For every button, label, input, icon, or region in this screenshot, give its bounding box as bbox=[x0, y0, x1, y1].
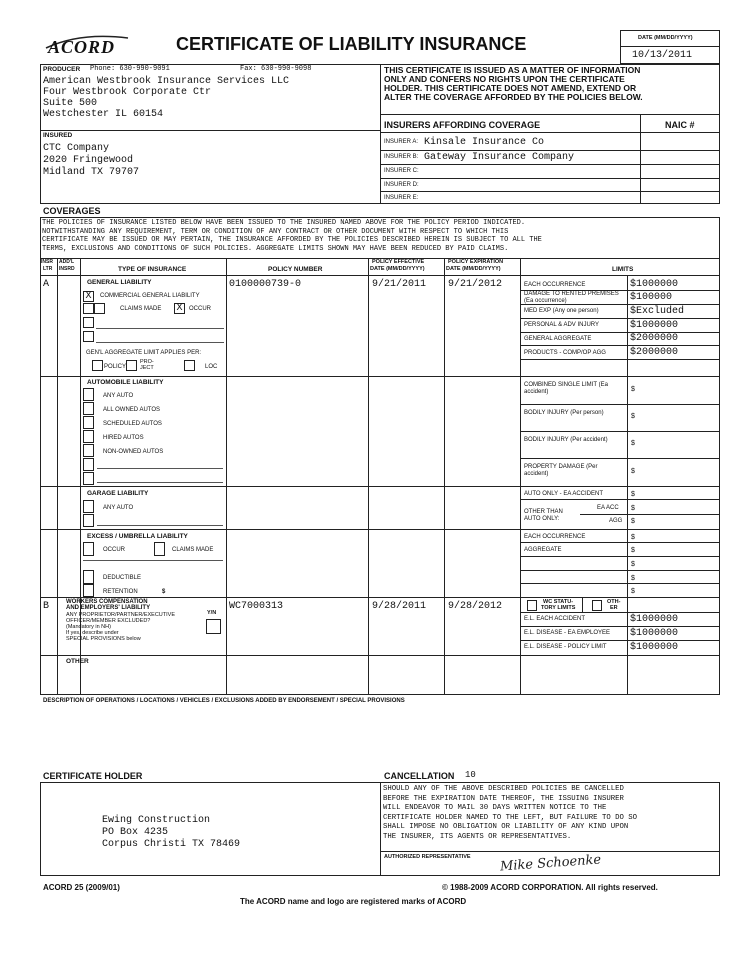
gl-blank-checkbox[interactable] bbox=[83, 303, 94, 314]
col-insr: INSR bbox=[41, 259, 53, 265]
insurer-e-label: INSURER E: bbox=[384, 195, 419, 201]
wc-policy-number: WC7000313 bbox=[229, 601, 284, 612]
auto-item: HIRED AUTOS bbox=[103, 435, 144, 441]
commercial-gl-label: COMMERCIAL GENERAL LIABILITY bbox=[100, 293, 200, 299]
wc-limit-value: $1000000 bbox=[630, 628, 679, 639]
cancellation-line: BEFORE THE EXPIRATION DATE THEREOF, THE ISSUING INSURER bbox=[383, 794, 624, 803]
auto-limit-label: PROPERTY DAMAGE (Per accident) bbox=[524, 464, 598, 477]
limit-label: GENERAL AGGREGATE bbox=[524, 336, 592, 342]
garage-auto-only: AUTO ONLY - EA ACCIDENT bbox=[524, 491, 604, 497]
claims-made-label: CLAIMS MADE bbox=[120, 306, 162, 312]
limit-label: PERSONAL & ADV INJURY bbox=[524, 322, 600, 328]
col-eff: POLICY EFFECTIVE bbox=[372, 259, 425, 265]
limit-label: DAMAGE TO RENTED PREMISES (Ea occurrence) bbox=[524, 291, 619, 304]
auto-limit-value: $ bbox=[631, 413, 635, 420]
auto-extra-checkbox[interactable] bbox=[83, 472, 94, 485]
cancellation-line: THE INSURER, ITS AGENTS OR REPRESENTATIVES. bbox=[383, 832, 572, 841]
project-label: PRO- bbox=[140, 359, 154, 365]
wc-statu-checkbox[interactable] bbox=[527, 600, 537, 611]
producer-line: American Westbrook Insurance Services LLC bbox=[43, 76, 290, 87]
col-type: TYPE OF INSURANCE bbox=[118, 266, 187, 273]
auto-limit-label: BODILY INJURY (Per accident) bbox=[524, 437, 608, 443]
coverages-text bbox=[42, 219, 720, 253]
col-exp2: DATE (MM/DD/YYYY) bbox=[446, 266, 501, 272]
garage-ea-acc: EA ACC bbox=[597, 505, 619, 511]
wc-limit-label: E.L. DISEASE - POLICY LIMIT bbox=[524, 644, 607, 650]
deductible-checkbox[interactable] bbox=[83, 570, 94, 584]
excess-occur: OCCUR bbox=[103, 547, 125, 553]
insurers-heading: INSURERS AFFORDING COVERAGE bbox=[384, 120, 541, 130]
col-limits: LIMITS bbox=[612, 266, 634, 273]
producer-line: Suite 500 bbox=[43, 98, 98, 109]
wc-oth-checkbox[interactable] bbox=[592, 600, 602, 611]
limit-value: $2000000 bbox=[630, 347, 679, 358]
producer-phone: Phone: 630-990-9091 bbox=[90, 65, 170, 73]
garage-extra-checkbox[interactable] bbox=[83, 514, 94, 527]
trademark: The ACORD name and logo are registered marks of ACORD bbox=[240, 897, 467, 906]
insurer-d-label: INSURER D: bbox=[384, 182, 419, 188]
garage-any-auto-checkbox[interactable] bbox=[83, 500, 94, 513]
excess-each-occurrence: EACH OCCURRENCE bbox=[524, 534, 586, 540]
excess-dollar: $ bbox=[631, 575, 635, 582]
excess-claims-made: CLAIMS MADE bbox=[172, 547, 214, 553]
gen-aggregate-applies: GEN'L AGGREGATE LIMIT APPLIES PER: bbox=[86, 350, 202, 356]
auto-limit-value: $ bbox=[631, 468, 635, 475]
signature: Mike Schoenke bbox=[499, 852, 602, 875]
wc-yn: Y/N bbox=[207, 610, 217, 616]
garage-dollar: $ bbox=[631, 518, 635, 525]
auto-limit-value: $ bbox=[631, 386, 635, 393]
notice-line: THIS CERTIFICATE IS ISSUED AS A MATTER OF INFORMATION bbox=[384, 65, 641, 75]
limit-value: $1000000 bbox=[630, 320, 679, 331]
wc-tory-limits: TORY LIMITS bbox=[541, 605, 576, 611]
wc-statu: WC STATU- bbox=[543, 599, 574, 605]
garage-auto-only-2: AUTO ONLY: bbox=[524, 516, 560, 522]
coverages-line: THE POLICIES OF INSURANCE LISTED BELOW HAVE BEEN ISSUED TO THE INSURED NAMED ABOVE FOR THE POLICY PERIOD INDICATED. bbox=[42, 219, 526, 227]
wc-title-2: AND EMPLOYERS' LIABILITY bbox=[66, 605, 151, 611]
gl-policy-number: 0100000739-0 bbox=[229, 279, 302, 290]
occur-label: OCCUR bbox=[189, 306, 211, 312]
occur-checkbox[interactable]: X bbox=[174, 303, 185, 314]
producer-fax: Fax: 630-990-9098 bbox=[240, 65, 312, 73]
other-label: OTHER bbox=[66, 658, 89, 665]
excess-occur-checkbox[interactable] bbox=[83, 542, 94, 556]
cancellation-label: CANCELLATION bbox=[384, 771, 455, 781]
wc-limit-value: $1000000 bbox=[630, 642, 679, 653]
producer-line: Westchester IL 60154 bbox=[43, 109, 164, 120]
retention-checkbox[interactable] bbox=[83, 584, 94, 597]
limit-value: $100000 bbox=[630, 292, 673, 303]
excess-dollar: $ bbox=[631, 534, 635, 541]
excess-title: EXCESS / UMBRELLA LIABILITY bbox=[87, 533, 188, 540]
all-owned-checkbox[interactable] bbox=[83, 402, 94, 415]
garage-agg: AGG bbox=[609, 518, 623, 524]
garage-dollar: $ bbox=[631, 505, 635, 512]
excess-dollar: $ bbox=[631, 588, 635, 595]
wc-oth: OTH- bbox=[607, 599, 621, 605]
insured-line: 2020 Fringewood bbox=[43, 155, 134, 166]
auto-title: AUTOMOBILE LIABILITY bbox=[87, 379, 164, 386]
excess-dollar: $ bbox=[631, 561, 635, 568]
producer-line: Four Westbrook Corporate Ctr bbox=[43, 87, 212, 98]
col-exp: POLICY EXPIRATION bbox=[448, 259, 504, 265]
gl-extra-checkbox[interactable] bbox=[83, 331, 94, 342]
retention-dollar: $ bbox=[162, 589, 166, 595]
garage-title: GARAGE LIABILITY bbox=[87, 490, 149, 497]
cancellation-text bbox=[383, 785, 719, 842]
project-checkbox[interactable] bbox=[126, 360, 137, 371]
auto-item: ANY AUTO bbox=[103, 393, 134, 399]
copyright: © 1988-2009 ACORD CORPORATION. All rights reserved. bbox=[442, 883, 658, 892]
limit-value: $2000000 bbox=[630, 333, 679, 344]
claims-made-checkbox[interactable] bbox=[94, 303, 105, 314]
coverages-line: TERMS, EXCLUSIONS AND CONDITIONS OF SUCH POLICIES. AGGREGATE LIMITS SHOWN MAY HAVE BEEN REDUCED BY PAID CLAIMS. bbox=[42, 244, 509, 253]
excess-dollar: $ bbox=[631, 547, 635, 554]
policy-checkbox[interactable] bbox=[92, 360, 103, 371]
limit-value: $Excluded bbox=[630, 306, 685, 317]
auto-limit-label: COMBINED SINGLE LIMIT (Ea accident) bbox=[524, 382, 608, 395]
loc-checkbox[interactable] bbox=[184, 360, 195, 371]
insured-line: Midland TX 79707 bbox=[43, 167, 140, 178]
coverages-line: CERTIFICATE MAY BE ISSUED OR MAY PERTAIN, THE INSURANCE AFFORDED BY THE POLICIES DESCRIBED HEREIN IS SUBJECT TO ALL THE bbox=[42, 236, 542, 245]
scheduled-checkbox[interactable] bbox=[83, 416, 94, 429]
auto-item: ALL OWNED AUTOS bbox=[103, 407, 161, 413]
form-number: ACORD 25 (2009/01) bbox=[43, 883, 120, 892]
wc-exp-date: 9/28/2012 bbox=[448, 601, 503, 612]
hired-checkbox[interactable] bbox=[83, 430, 94, 443]
page-title: CERTIFICATE OF LIABILITY INSURANCE bbox=[176, 34, 527, 54]
logo-text: ACORD bbox=[48, 37, 116, 57]
wc-title: WORKERS COMPENSATION bbox=[66, 599, 148, 605]
insurer-c-label: INSURER C: bbox=[384, 168, 419, 174]
holder-line: Ewing Construction bbox=[102, 815, 211, 826]
auto-limit-label: BODILY INJURY (Per person) bbox=[524, 410, 604, 416]
auth-rep-label: AUTHORIZED REPRESENTATIVE bbox=[384, 854, 471, 860]
holder-line: Corpus Christi TX 78469 bbox=[102, 839, 241, 850]
garage-other-than: OTHER THAN bbox=[524, 509, 563, 515]
insurer-a-label: INSURER A: bbox=[384, 139, 419, 145]
cancellation-line: WILL ENDEAVOR TO MAIL 30 DAYS WRITTEN NOTICE TO THE bbox=[383, 804, 607, 812]
policy-label: POLICY bbox=[104, 364, 127, 370]
garage-dollar: $ bbox=[631, 491, 635, 498]
auto-extra-checkbox[interactable] bbox=[83, 458, 94, 471]
insurer-a-name: Kinsale Insurance Co bbox=[424, 137, 545, 148]
wc-excluded-checkbox[interactable] bbox=[206, 619, 221, 634]
wc-q-line: If yes, describe under bbox=[66, 630, 119, 636]
gl-extra-checkbox[interactable] bbox=[83, 317, 94, 328]
col-insrd: INSRD bbox=[59, 266, 75, 272]
gl-exp-date: 9/21/2012 bbox=[448, 279, 503, 290]
garage-any-auto: ANY AUTO bbox=[103, 505, 134, 511]
limit-label: EACH OCCURRENCE bbox=[524, 282, 586, 288]
col-eff2: DATE (MM/DD/YYYY) bbox=[370, 266, 425, 272]
wc-eff-date: 9/28/2011 bbox=[372, 601, 427, 612]
wc-q-line: (Mandatory in NH) bbox=[66, 624, 111, 630]
producer-label: PRODUCER bbox=[43, 66, 81, 73]
insurer-b-name: Gateway Insurance Company bbox=[424, 152, 575, 163]
loc-label: LOC bbox=[205, 364, 218, 370]
wc-q-line: ANY PROPRIETOR/PARTNER/EXECUTIVE bbox=[66, 612, 176, 618]
cancellation-days: 10 bbox=[465, 770, 476, 780]
description-label: DESCRIPTION OF OPERATIONS / LOCATIONS / VEHICLES / EXCLUSIONS ADDED BY ENDORSEMENT / SPECIAL PROVISIONS bbox=[43, 698, 405, 704]
wc-er: ER bbox=[610, 605, 618, 611]
notice-line: HOLDER. THIS CERTIFICATE DOES NOT AMEND, EXTEND OR bbox=[384, 83, 637, 93]
cancellation-line: SHOULD ANY OF THE ABOVE DESCRIBED POLICIES BE CANCELLED bbox=[383, 785, 624, 793]
gl-ltr: A bbox=[43, 279, 50, 290]
gl-title: GENERAL LIABILITY bbox=[87, 279, 152, 286]
cancellation-line: SHALL IMPOSE NO OBLIGATION OR LIABILITY OF ANY KIND UPON bbox=[383, 823, 629, 831]
col-add: ADD'L bbox=[59, 259, 75, 265]
holder-line: PO Box 4235 bbox=[102, 827, 169, 838]
holder-label: CERTIFICATE HOLDER bbox=[43, 771, 143, 781]
auto-limit-value: $ bbox=[631, 440, 635, 447]
naic-label: NAIC # bbox=[665, 120, 695, 130]
limit-label: PRODUCTS - COMP/OP AGG bbox=[524, 350, 606, 356]
notice-line: ALTER THE COVERAGE AFFORDED BY THE POLICIES BELOW. bbox=[384, 92, 643, 102]
auto-item: NON-OWNED AUTOS bbox=[103, 449, 164, 455]
wc-ltr: B bbox=[43, 601, 50, 612]
acord-logo bbox=[40, 30, 132, 60]
limit-label: MED EXP (Any one person) bbox=[524, 308, 599, 314]
notice-text bbox=[384, 66, 718, 102]
wc-limit-label: E.L. EACH ACCIDENT bbox=[524, 616, 586, 622]
wc-q-line: OFFICER/MEMBER EXCLUDED? bbox=[66, 618, 151, 624]
limit-value: $1000000 bbox=[630, 279, 679, 290]
coverages-heading: COVERAGES bbox=[43, 206, 101, 216]
wc-limit-label: E.L. DISEASE - EA EMPLOYEE bbox=[524, 630, 611, 636]
date-value: 10/13/2011 bbox=[632, 50, 693, 61]
deductible-label: DEDUCTIBLE bbox=[103, 575, 142, 581]
date-label: DATE (MM/DD/YYYY) bbox=[638, 35, 693, 41]
gl-eff-date: 9/21/2011 bbox=[372, 279, 427, 290]
cancellation-line: CERTIFICATE HOLDER NAMED TO THE LEFT, BUT FAILURE TO DO SO bbox=[383, 813, 637, 822]
notice-line: ONLY AND CONFERS NO RIGHTS UPON THE CERTIFICATE bbox=[384, 74, 625, 84]
col-ltr: LTR bbox=[43, 266, 53, 272]
project-label-2: JECT bbox=[140, 365, 154, 371]
wc-q-line: SPECIAL PROVISIONS below bbox=[66, 636, 141, 642]
retention-label: RETENTION bbox=[103, 589, 138, 595]
insured-label: INSURED bbox=[43, 132, 73, 139]
col-policy: POLICY NUMBER bbox=[268, 266, 323, 273]
excess-aggregate: AGGREGATE bbox=[524, 547, 562, 553]
wc-question bbox=[66, 612, 206, 642]
auto-item: SCHEDULED AUTOS bbox=[103, 421, 162, 427]
any-auto-checkbox[interactable] bbox=[83, 388, 94, 401]
insurer-b-label: INSURER B: bbox=[384, 154, 419, 160]
excess-claims-checkbox[interactable] bbox=[154, 542, 165, 556]
wc-limit-value: $1000000 bbox=[630, 614, 679, 625]
commercial-gl-checkbox[interactable]: X bbox=[83, 291, 94, 302]
non-owned-checkbox[interactable] bbox=[83, 444, 94, 457]
insured-line: CTC Company bbox=[43, 143, 110, 154]
coverages-line: NOTWITHSTANDING ANY REQUIREMENT, TERM OR CONDITION OF ANY CONTRACT OR OTHER DOCUMENT WITH RESPECT TO WHICH THIS bbox=[42, 227, 509, 236]
